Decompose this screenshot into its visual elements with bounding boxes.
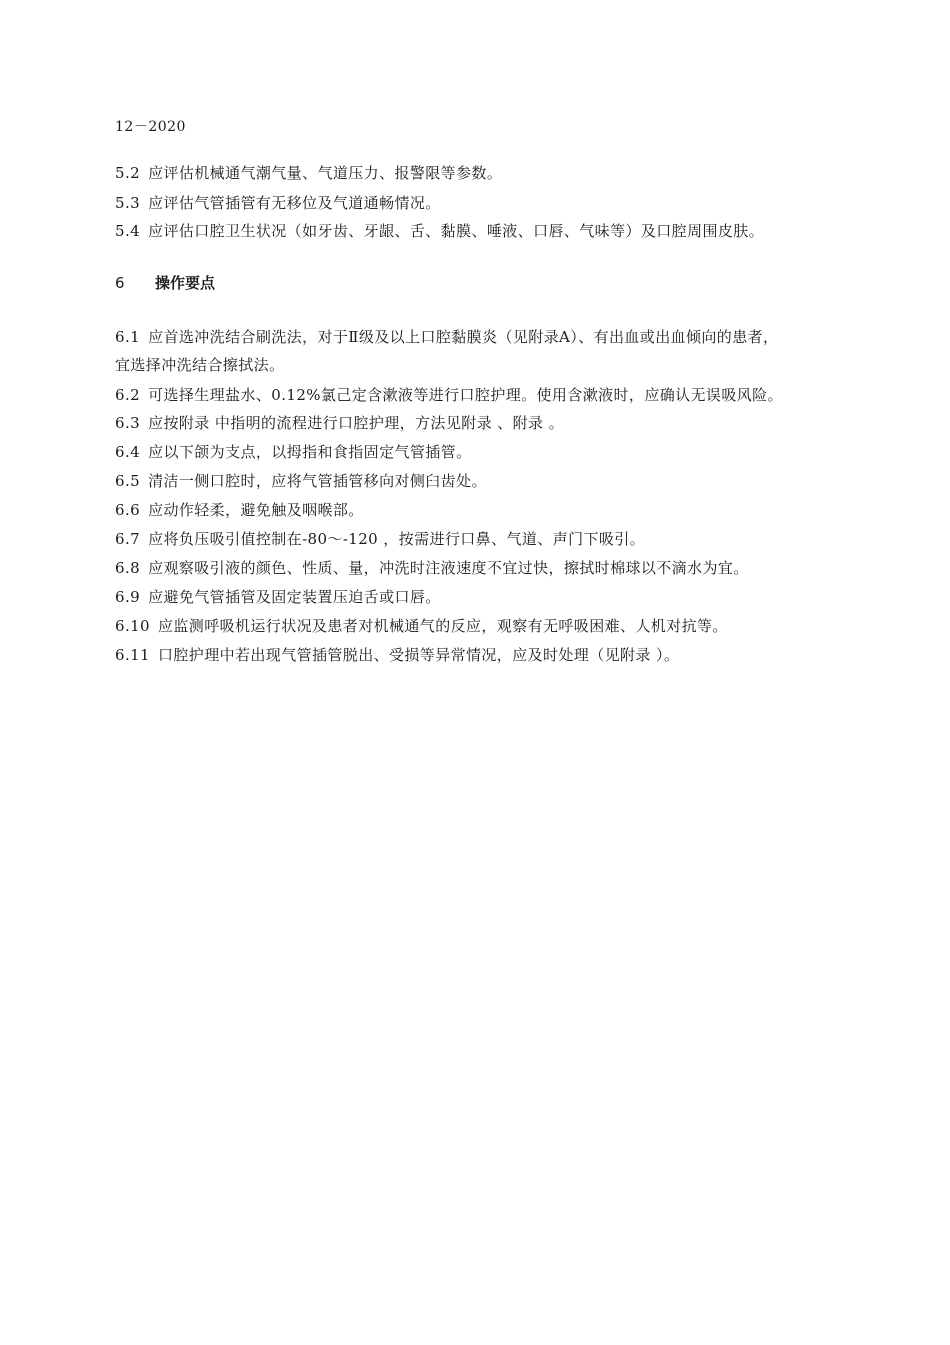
section-title: 操作要点 [155, 274, 216, 292]
clause-text: 应观察吸引液的颜色、性质、量，冲洗时注液速度不宜过快，擦拭时棉球以不滴水为宜。 [148, 559, 749, 577]
clause-6-11 [115, 644, 679, 665]
clause-text: 应动作轻柔，避免触及咽喉部。 [148, 501, 364, 519]
clause-number: 6.3 [115, 414, 141, 432]
clause-text: 清洁一侧口腔时，应将气管插管移向对侧臼齿处。 [148, 472, 487, 490]
clause-number: 6.1 [115, 328, 141, 346]
clause-number: 6.6 [115, 501, 141, 519]
clause-5-3 [115, 192, 441, 213]
clause-6-7 [115, 528, 645, 549]
clause-6-4 [115, 441, 471, 462]
clause-6-10 [115, 615, 728, 636]
section-number: 6 [115, 274, 125, 292]
clause-6-3 [115, 412, 564, 433]
clause-number: 6.8 [115, 559, 141, 577]
clause-6-1 [115, 326, 778, 347]
clause-6-8 [115, 557, 749, 578]
clause-text: 应首选冲洗结合刷洗法，对于Ⅱ级及以上口腔黏膜炎（见附录A）、有出血或出血倾向的患者， [148, 328, 779, 346]
clause-number: 6.11 [115, 646, 150, 664]
clause-number: 6.4 [115, 443, 141, 461]
clause-text: 应监测呼吸机运行状况及患者对机械通气的反应，观察有无呼吸困难、人机对抗等。 [158, 617, 728, 635]
clause-6-1-continuation: 宜选择冲洗结合擦拭法。 [115, 356, 285, 374]
clause-5-4 [115, 220, 764, 241]
running-header: 12－2020 [115, 119, 186, 135]
section-heading [115, 272, 215, 293]
clause-6-2 [115, 384, 783, 405]
clause-6-5 [115, 470, 487, 491]
clause-number: 6.2 [115, 386, 141, 404]
clause-number: 6.5 [115, 472, 141, 490]
clause-number: 6.7 [115, 530, 141, 548]
clause-number: 6.10 [115, 617, 150, 635]
clause-5-2 [115, 162, 502, 183]
clause-text: 应评估气管插管有无移位及气道通畅情况。 [148, 194, 441, 212]
clause-text: 应避免气管插管及固定装置压迫舌或口唇。 [148, 588, 441, 606]
clause-6-6 [115, 499, 364, 520]
clause-number: 6.9 [115, 588, 141, 606]
clause-number: 5.4 [115, 222, 141, 240]
clause-text: 口腔护理中若出现气管插管脱出、受损等异常情况，应及时处理（见附录 ）。 [158, 646, 680, 664]
clause-text: 可选择生理盐水、0.12%氯己定含漱液等进行口腔护理。使用含漱液时，应确认无误吸风险。 [148, 386, 783, 404]
clause-text: 应评估机械通气潮气量、气道压力、报警限等参数。 [148, 164, 503, 182]
clause-text: 应以下颌为支点，以拇指和食指固定气管插管。 [148, 443, 472, 461]
clause-6-9 [115, 586, 441, 607]
clause-text: 应按附录 中指明的流程进行口腔护理，方法见附录 、附录 。 [148, 414, 564, 432]
clause-number: 5.2 [115, 164, 141, 182]
clause-text: 应将负压吸引值控制在-80～-120 ，按需进行口鼻、气道、声门下吸引。 [148, 530, 646, 548]
clause-number: 5.3 [115, 194, 141, 212]
clause-text: 应评估口腔卫生状况（如牙齿、牙龈、舌、黏膜、唾液、口唇、气味等）及口腔周围皮肤。 [148, 222, 765, 240]
